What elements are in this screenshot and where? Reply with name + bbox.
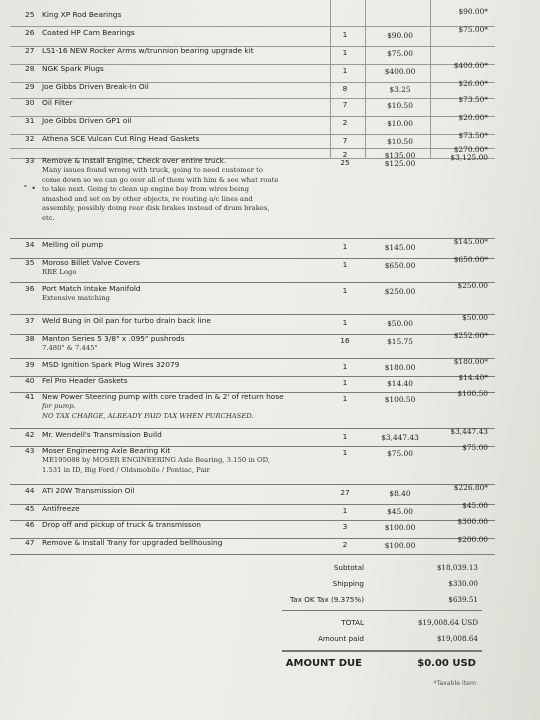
item-rate: $10.00 [387, 119, 413, 128]
item-quantity: 1 [342, 378, 348, 387]
item-number: 38 [25, 334, 35, 343]
item-number: 27 [25, 46, 35, 55]
item-amount: $3,447.43 [450, 427, 488, 436]
item-description: Fel Pro Header Gaskets [42, 376, 128, 385]
item-description-cell [42, 392, 292, 421]
row-divider [10, 314, 495, 315]
item-description-cell [42, 258, 292, 278]
item-amount: $250.00 [457, 281, 488, 290]
item-number: 29 [25, 82, 35, 91]
total-label: TOTAL [341, 618, 364, 627]
item-detail-line: ME195088 by MOSER ENGINEERING Axle Bearing, 3.150 in OD, [42, 456, 270, 464]
item-number: 44 [25, 486, 35, 495]
item-detail-line: assembly, possibly doing rear disk brakes instead of drum brakes, [42, 204, 270, 213]
shipping-label: Shipping [332, 579, 364, 588]
row-divider [10, 484, 495, 485]
item-rate: $90.00 [387, 31, 413, 40]
item-description: Port Match Intake Manifold [42, 284, 141, 293]
item-number: 43 [25, 446, 35, 455]
item-description: Joe Gibbs Driven Break-In Oil [42, 82, 149, 91]
item-rate: $180.00 [384, 363, 416, 372]
item-rate: $100.50 [384, 395, 416, 404]
item-description-cell [42, 504, 292, 514]
row-divider [10, 26, 495, 27]
item-description-cell [42, 134, 292, 144]
amount-paid-label: Amount paid [317, 634, 364, 643]
item-number: 26 [25, 28, 35, 37]
item-amount: $90.00* [458, 7, 488, 16]
item-quantity: 27 [340, 488, 350, 497]
item-amount: $145.00* [453, 237, 488, 246]
item-description-cell [42, 46, 292, 56]
item-quantity: 1 [342, 242, 348, 251]
column-divider [430, 0, 431, 158]
item-amount: $50.00 [462, 313, 488, 322]
item-quantity: 1 [342, 362, 348, 371]
item-description-cell [42, 446, 292, 475]
item-quantity: 1 [342, 448, 348, 457]
item-description-cell [42, 316, 292, 326]
item-rate: $50.00 [387, 319, 413, 328]
item-quantity: 7 [342, 136, 348, 145]
shipping-value: $330.00 [448, 579, 478, 588]
row-divider [10, 554, 495, 555]
item-quantity: 1 [342, 318, 348, 327]
item-description-cell [42, 486, 292, 496]
item-number: 41 [25, 392, 35, 401]
item-number: 32 [25, 134, 35, 143]
item-amount: $75.00* [458, 25, 488, 34]
amount-due-divider [282, 650, 482, 652]
item-amount: $75.00 [462, 443, 488, 452]
item-quantity: 7 [342, 100, 348, 109]
item-rate: $15.75 [387, 337, 413, 346]
item-description: Remove & Install Trany for upgraded bellhousing [42, 538, 223, 547]
item-rate: $14.40 [387, 379, 413, 388]
total-value: $19,008.64 USD [417, 618, 478, 627]
item-description-cell [42, 334, 292, 354]
row-divider [10, 358, 495, 359]
item-rate: $650.00 [384, 261, 416, 270]
item-description: King XP Rod Bearings [42, 10, 122, 19]
item-amount: $650.00* [453, 255, 488, 264]
handwritten-marks: ⌃ • [22, 184, 36, 193]
item-rate: $75.00 [387, 449, 413, 458]
amount-paid-value: $19,008.64 [436, 634, 478, 643]
item-quantity: 1 [342, 30, 348, 39]
item-rate: $145.00 [384, 243, 416, 252]
item-description-cell [42, 520, 292, 530]
item-amount: $270.00* [453, 145, 488, 154]
item-description: Remove & Install Engine, Check over entire truck. [42, 156, 227, 165]
item-description: New Power Steering pump with core traded in & 2' of return hose [42, 392, 284, 401]
item-description: Antifreeze [42, 504, 80, 513]
item-amount: $45.00 [462, 501, 488, 510]
item-number: 46 [25, 520, 35, 529]
item-detail-line: 1.531 in ID, Big Ford / Oldsmobile / Pontiac, Pair [42, 465, 210, 474]
column-divider [330, 0, 331, 158]
item-quantity: 8 [342, 84, 348, 93]
item-detail-line: to take next. Going to clean up engine bay from wires being [42, 185, 249, 194]
item-number: 42 [25, 430, 35, 439]
item-description: Joe Gibbs Driven GP1 oil [42, 116, 132, 125]
item-quantity: 16 [340, 336, 350, 345]
item-description-cell [42, 28, 292, 38]
item-quantity: 3 [342, 522, 348, 531]
item-rate: $250.00 [384, 287, 416, 296]
item-rate: $400.00 [384, 67, 416, 76]
item-description: Oil Filter [42, 98, 73, 107]
item-quantity: 1 [342, 48, 348, 57]
item-description-cell [42, 360, 292, 370]
subtotal-value: $18,039.13 [436, 563, 478, 572]
item-description-cell [42, 10, 292, 20]
item-rate: $10.50 [387, 101, 413, 110]
item-rate: $8.40 [389, 489, 411, 498]
item-rate: $135.00 [384, 151, 416, 160]
item-description-cell [42, 376, 292, 386]
item-description-cell [42, 64, 292, 74]
totals-divider [282, 610, 482, 611]
item-description-cell [42, 116, 292, 126]
item-number: 45 [25, 504, 35, 513]
item-detail-line: RRE Logo [42, 268, 77, 276]
item-amount: $20.00* [458, 113, 488, 122]
item-rate: $125.00 [384, 159, 416, 168]
item-number: 25 [25, 10, 35, 19]
item-number: 37 [25, 316, 35, 325]
item-amount: $100.50 [457, 389, 488, 398]
item-number: 30 [25, 98, 35, 107]
item-number: 33 [25, 156, 35, 165]
item-number: 28 [25, 64, 35, 73]
item-amount: $226.80* [453, 483, 488, 492]
item-detail-line: 7.480" & 7.445" [42, 344, 98, 352]
item-amount: $252.00* [453, 331, 488, 340]
item-amount: $73.50* [458, 95, 488, 104]
item-detail-line: etc. [42, 213, 55, 222]
tax-label: Tax OK Tax (9.375%) [290, 595, 364, 604]
item-detail-line: come down so we can go over all of them with him & see what route [42, 175, 279, 184]
item-rate: $75.00 [387, 49, 413, 58]
item-quantity: 1 [342, 506, 348, 515]
item-amount: $3,125.00 [450, 153, 488, 162]
item-description-cell [42, 284, 292, 304]
item-rate: $100.00 [384, 541, 416, 550]
item-amount: $180.00* [453, 357, 488, 366]
item-description: MSD Ignition Spark Plug Wires 32079 [42, 360, 180, 369]
item-rate: $3.25 [389, 85, 411, 94]
item-quantity: 1 [342, 432, 348, 441]
item-description: Manton Series 5 3/8" x .095" pushrods [42, 334, 185, 343]
item-description-cell [42, 82, 292, 92]
item-description: Coated HP Cam Bearings [42, 28, 135, 37]
item-amount: $300.00 [457, 517, 488, 526]
item-quantity: 2 [342, 150, 348, 159]
item-rate: $3,447.43 [381, 433, 419, 442]
column-divider [365, 0, 366, 158]
item-amount: $26.00* [458, 79, 488, 88]
item-description-cell [42, 240, 292, 250]
item-description: Drop off and pickup of truck & transmisson [42, 520, 201, 529]
item-quantity: 25 [340, 158, 350, 167]
item-amount: $14.40* [458, 373, 488, 382]
item-description: Moser Engineerng Axle Bearing Kit [42, 446, 171, 455]
item-quantity: 1 [342, 260, 348, 269]
amount-due-label: AMOUNT DUE [285, 658, 362, 669]
item-number: 36 [25, 284, 35, 293]
item-detail-line: smashed and set on by other objects, re routing a/c lines and [42, 194, 253, 203]
row-divider [10, 428, 495, 429]
item-description-cell [42, 430, 292, 440]
row-divider [10, 282, 495, 283]
item-number: 40 [25, 376, 35, 385]
item-quantity: 2 [342, 540, 348, 549]
item-number: 31 [25, 116, 35, 125]
item-description-cell [42, 156, 292, 224]
item-description: Athena SCE Vulcan Cut Ring Head Gaskets [42, 134, 200, 143]
item-rate: $10.50 [387, 137, 413, 146]
item-description: ATI 20W Transmission Oil [42, 486, 135, 495]
item-quantity: 1 [342, 286, 348, 295]
taxable-footnote: *Taxable item [433, 680, 476, 687]
item-description: Weld Bung in Oil pan for turbo drain back line [42, 316, 211, 325]
item-amount: $73.50* [458, 131, 488, 140]
item-description-cell [42, 538, 292, 548]
item-quantity: 1 [342, 394, 348, 403]
item-detail-line: Extensive matching [42, 294, 110, 302]
amount-due-value: $0.00 USD [417, 658, 476, 669]
item-description: LS1-16 NEW Rocker Arms w/trunnion bearing upgrade kit [42, 46, 254, 55]
item-description: NGK Spark Plugs [42, 64, 104, 73]
subtotal-label: Subtotal [333, 563, 364, 572]
item-detail-line: Many issues found wrong with truck, going to need customer to [42, 166, 263, 174]
item-number: 47 [25, 538, 35, 547]
item-description: Moroso Billet Valve Covers [42, 258, 140, 267]
item-quantity: 1 [342, 66, 348, 75]
tax-value: $639.51 [448, 595, 478, 604]
item-number: 34 [25, 240, 35, 249]
row-divider [10, 238, 495, 239]
item-quantity: 2 [342, 118, 348, 127]
row-divider [10, 148, 495, 149]
item-amount: $200.00 [457, 535, 488, 544]
item-number: 39 [25, 360, 35, 369]
item-description: Melling oil pump [42, 240, 104, 249]
item-description: Mr. Wendell's Transmission Build [42, 430, 162, 439]
item-rate: $45.00 [387, 507, 413, 516]
item-rate: $100.00 [384, 523, 416, 532]
item-number: 35 [25, 258, 35, 267]
item-description-cell [42, 98, 292, 108]
item-amount: $400.00* [453, 61, 488, 70]
item-detail-line: for pump. [42, 402, 76, 410]
item-detail-line: NO TAX CHARGE, ALREADY PAID TAX WHEN PURCHASED. [42, 411, 254, 420]
